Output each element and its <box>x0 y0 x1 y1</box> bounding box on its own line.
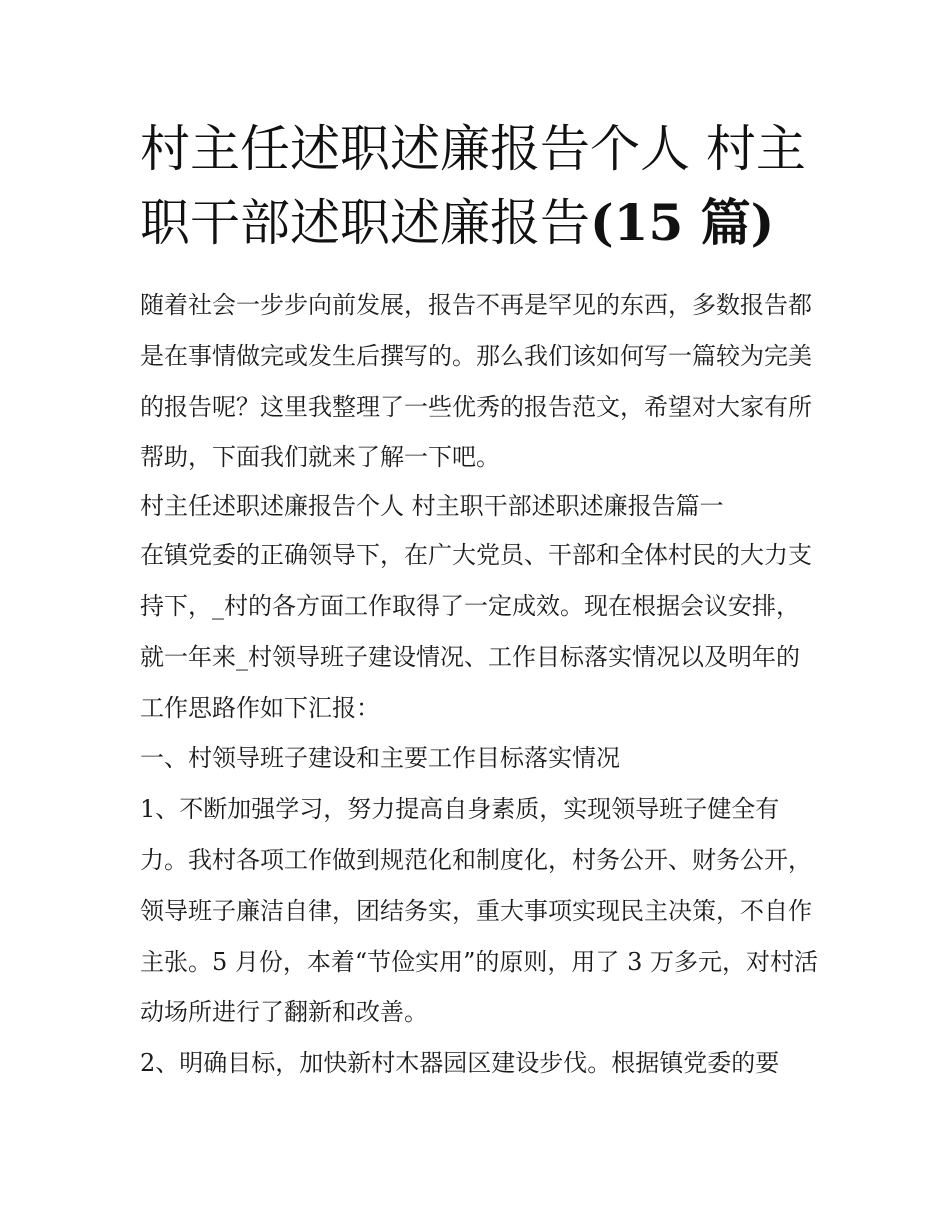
part-one-heading: 一、村领导班子建设和主要工作目标落实情况 <box>140 744 620 773</box>
list-item-2: 2、明确目标，加快新村木器园区建设步伐。根据镇党委的要 <box>140 1049 780 1078</box>
list-item-1: 1、不断加强学习，努力提高自身素质，实现领导班子健全有力。我村各项工作做到规范化和制度化，村务公开、财务公开，领导班子廉洁自律，团结务实，重大事项实现民主决策，不自作主张。5 月份，本着“节俭实用”的原则，用了 3 万多元，对村活动场所进行了翻新和改善。 <box>140 795 818 1027</box>
intro-paragraph: 随着社会一步步向前发展，报告不再是罕见的东西，多数报告都是在事情做完或发生后撰写的。那么我们该如何写一篇较为完美的报告呢？这里我整理了一些优秀的报告范文，希望对大家有所帮助，下面我们就来了解一下吧。 <box>140 291 812 472</box>
title-line-1: 村主任述职述廉报告个人 村主 <box>140 120 806 178</box>
title-article-count: (15 篇) <box>590 193 775 252</box>
section-heading: 村主任述职述廉报告个人 村主职干部述职述廉报告篇一 <box>140 492 724 521</box>
opening-paragraph: 在镇党委的正确领导下，在广大党员、干部和全体村民的大力支持下，_村的各方面工作取得了一定成效。现在根据会议安排，就一年来_村领导班子建设情况、工作目标落实情况以及明年的工作思路作如下汇报： <box>140 541 812 722</box>
document-title <box>140 112 820 260</box>
document-body <box>140 280 820 1089</box>
title-line-2: 职干部述职述廉报告 <box>140 194 590 252</box>
